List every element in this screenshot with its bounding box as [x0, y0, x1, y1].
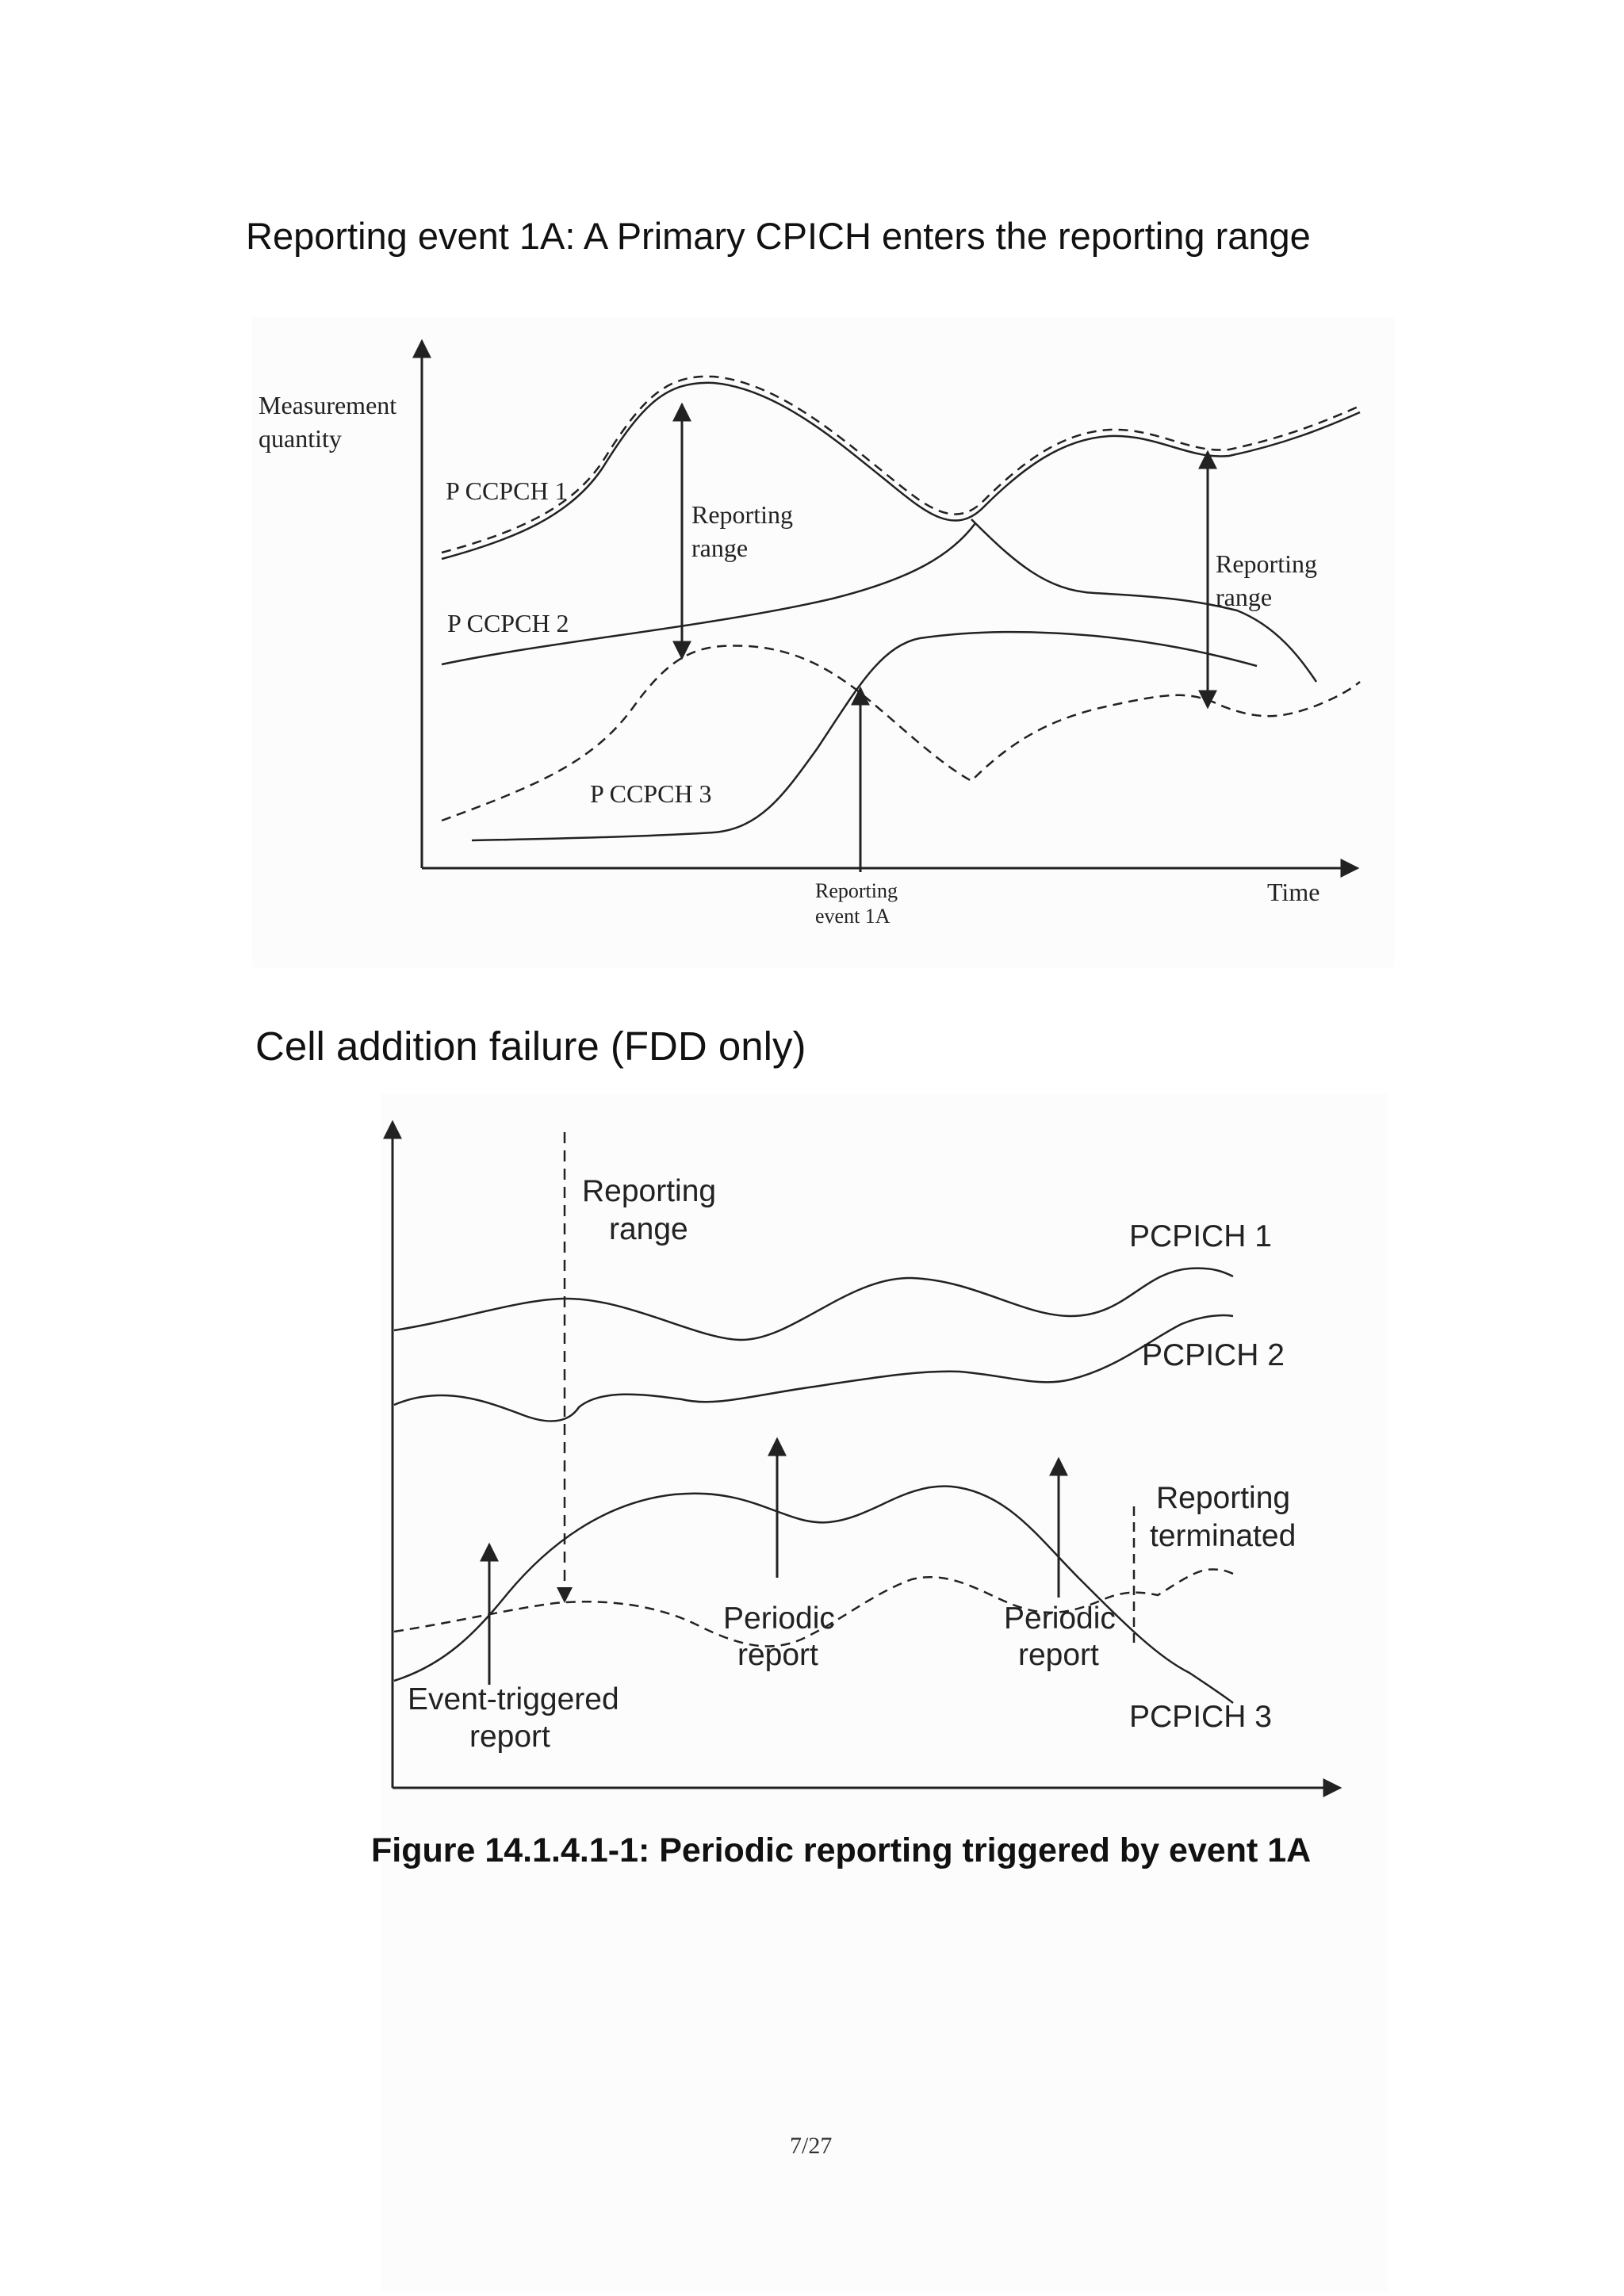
series-label-p-ccpch-1: P CCPCH 1 — [446, 476, 568, 505]
range-label-right-line1: Reporting — [1216, 549, 1317, 578]
figure-1 — [259, 341, 1360, 928]
periodic-label-1-line1: Periodic — [723, 1601, 835, 1636]
pcpich-2-curve — [394, 1315, 1233, 1421]
p-ccpch-3-curve-solid — [472, 632, 1257, 840]
figure-caption: Figure 14.1.4.1-1: Periodic reporting triggered by event 1A — [371, 1831, 1312, 1869]
terminated-label-line1: Reporting — [1156, 1481, 1291, 1515]
terminated-label-line2: terminated — [1150, 1519, 1297, 1553]
x-axis-label: Time — [1267, 878, 1320, 906]
p-ccpch-1-curve-solid — [442, 383, 1360, 559]
series-label-pcpich-1: PCPICH 1 — [1129, 1219, 1272, 1253]
series-label-p-ccpch-3: P CCPCH 3 — [590, 779, 712, 808]
periodic-label-2-line1: Periodic — [1004, 1601, 1116, 1636]
page-number: 7/27 — [790, 2133, 833, 2159]
range-label-line2: range — [609, 1212, 688, 1246]
series-label-pcpich-2: PCPICH 2 — [1142, 1338, 1285, 1372]
pcpich-1-curve — [394, 1269, 1233, 1340]
event-triggered-label-line1: Event-triggered — [408, 1682, 619, 1716]
y-axis-label-line2: quantity — [259, 424, 342, 453]
series-label-pcpich-3: PCPICH 3 — [1129, 1700, 1272, 1734]
y-axis-label-line1: Measurement — [259, 391, 397, 419]
range-label-line1: Reporting — [582, 1174, 717, 1208]
range-label-right-line2: range — [1216, 583, 1273, 611]
figure-2 — [393, 1122, 1340, 1788]
heading-event-1a: Reporting event 1A: A Primary CPICH enters the reporting range — [246, 215, 1311, 257]
series-label-p-ccpch-2: P CCPCH 2 — [447, 609, 569, 637]
heading-cell-addition-failure: Cell addition failure (FDD only) — [255, 1024, 806, 1069]
event-label-line2: event 1A — [815, 905, 891, 928]
periodic-label-2-line2: report — [1018, 1638, 1099, 1672]
range-label-left-line2: range — [691, 534, 749, 562]
p-ccpch-3-curve-dashed — [442, 645, 1360, 821]
p-ccpch-1-curve-dashed — [442, 377, 1360, 553]
event-label-line1: Reporting — [815, 879, 898, 902]
range-label-left-line1: Reporting — [691, 500, 793, 529]
event-triggered-label-line2: report — [469, 1720, 550, 1754]
periodic-label-1-line2: report — [737, 1638, 818, 1672]
